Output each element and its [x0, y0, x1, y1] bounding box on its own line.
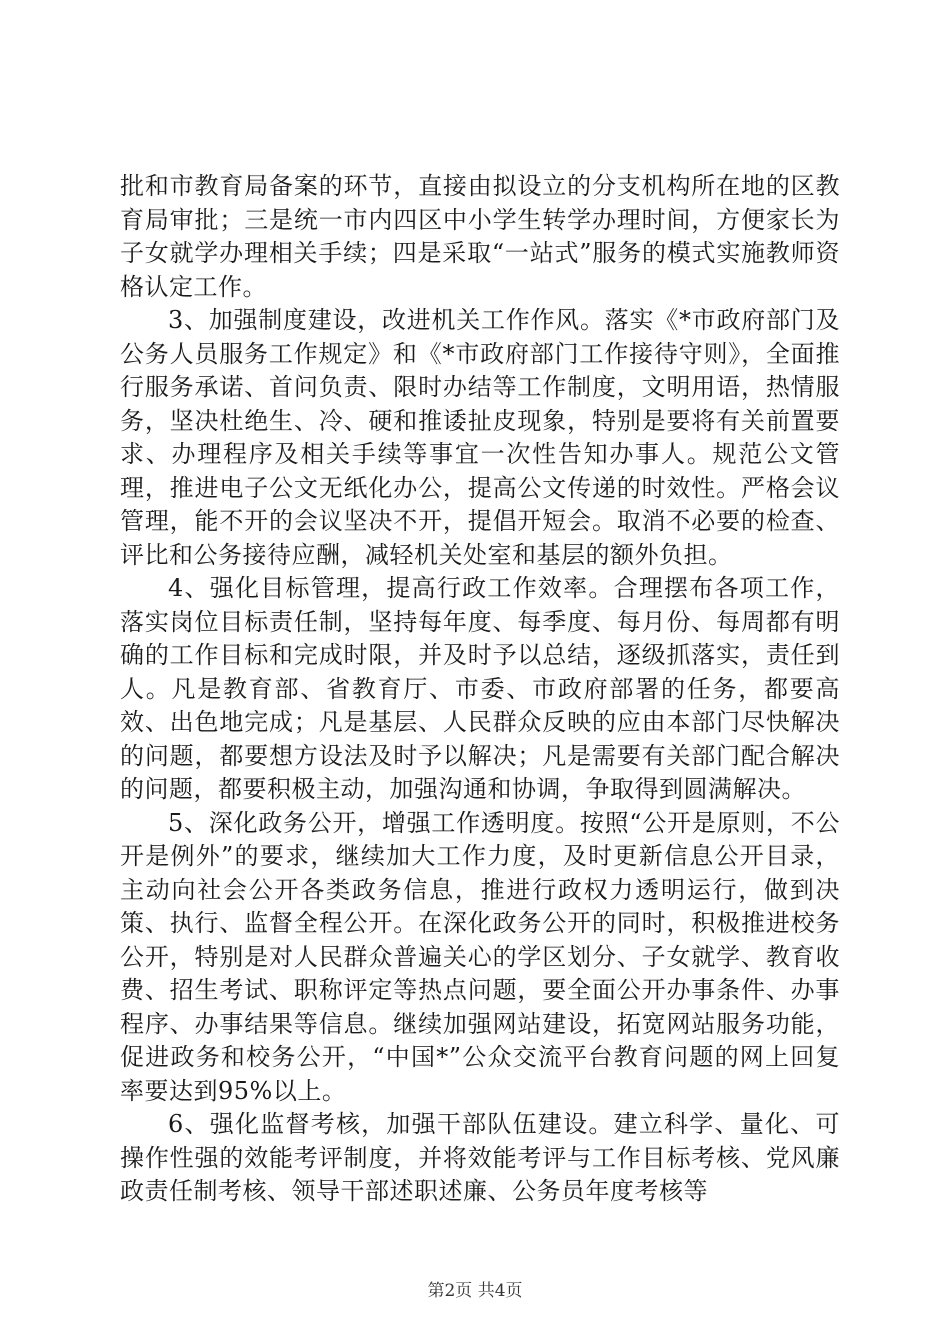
- page-number-footer: 第2页 共4页: [427, 1281, 523, 1301]
- document-body: [120, 170, 840, 1209]
- paragraph-item-4: 4、强化目标管理，提高行政工作效率。合理摆布各项工作，落实岗位目标责任制，坚持每年度、每季度、每月份、每周都有明确的工作目标和完成时限，并及时予以总结，逐级抓落实，责任到人。凡是教育部、省教育厅、市委、市政府部署的任务，都要高效、出色地完成；凡是基层、人民群众反映的应由本部门尽快解决的问题，都要想方设法及时予以解决；凡是需要有关部门配合解决的问题，都要积极主动，加强沟通和协调，争取得到圆满解决。: [120, 574, 840, 803]
- paragraph-continuation: 批和市教育局备案的环节，直接由拟设立的分支机构所在地的区教育局审批；三是统一市内四区中小学生转学办理时间，方便家长为子女就学办理相关手续；四是采取“一站式”服务的模式实施教师资格认定工作。: [120, 172, 840, 301]
- paragraph-item-6: 6、强化监督考核，加强干部队伍建设。建立科学、量化、可操作性强的效能考评制度，并将效能考评与工作目标考核、党风廉政责任制考核、领导干部述职述廉、公务员年度考核等: [120, 1110, 840, 1205]
- paragraph-item-3: 3、加强制度建设，改进机关工作作风。落实《*市政府部门及公务人员服务工作规定》和《*市政府部门工作接待守则》，全面推行服务承诺、首问负责、限时办结等工作制度，文明用语，热情服务，坚决杜绝生、冷、硬和推诿扯皮现象，特别是要将有关前置要求、办理程序及相关手续等事宜一次性告知办事人。规范公文管理，推进电子公文无纸化办公，提高公文传递的时效性。严格会议管理，能不开的会议坚决不开，提倡开短会。取消不必要的检查、评比和公务接待应酬，减轻机关处室和基层的额外负担。: [120, 306, 840, 569]
- paragraph-item-5: 5、深化政务公开，增强工作透明度。按照“公开是原则，不公开是例外”的要求，继续加大工作力度，及时更新信息公开目录，主动向社会公开各类政务信息，推进行政权力透明运行，做到决策、执行、监督全程公开。在深化政务公开的同时，积极推进校务公开，特别是对人民群众普遍关心的学区划分、子女就学、教育收费、招生考试、职称评定等热点问题，要全面公开办事条件、办事程序、办事结果等信息。继续加强网站建设，拓宽网站服务功能，促进政务和校务公开，“中国*”公众交流平台教育问题的网上回复率要达到95%以上。: [120, 808, 840, 1105]
